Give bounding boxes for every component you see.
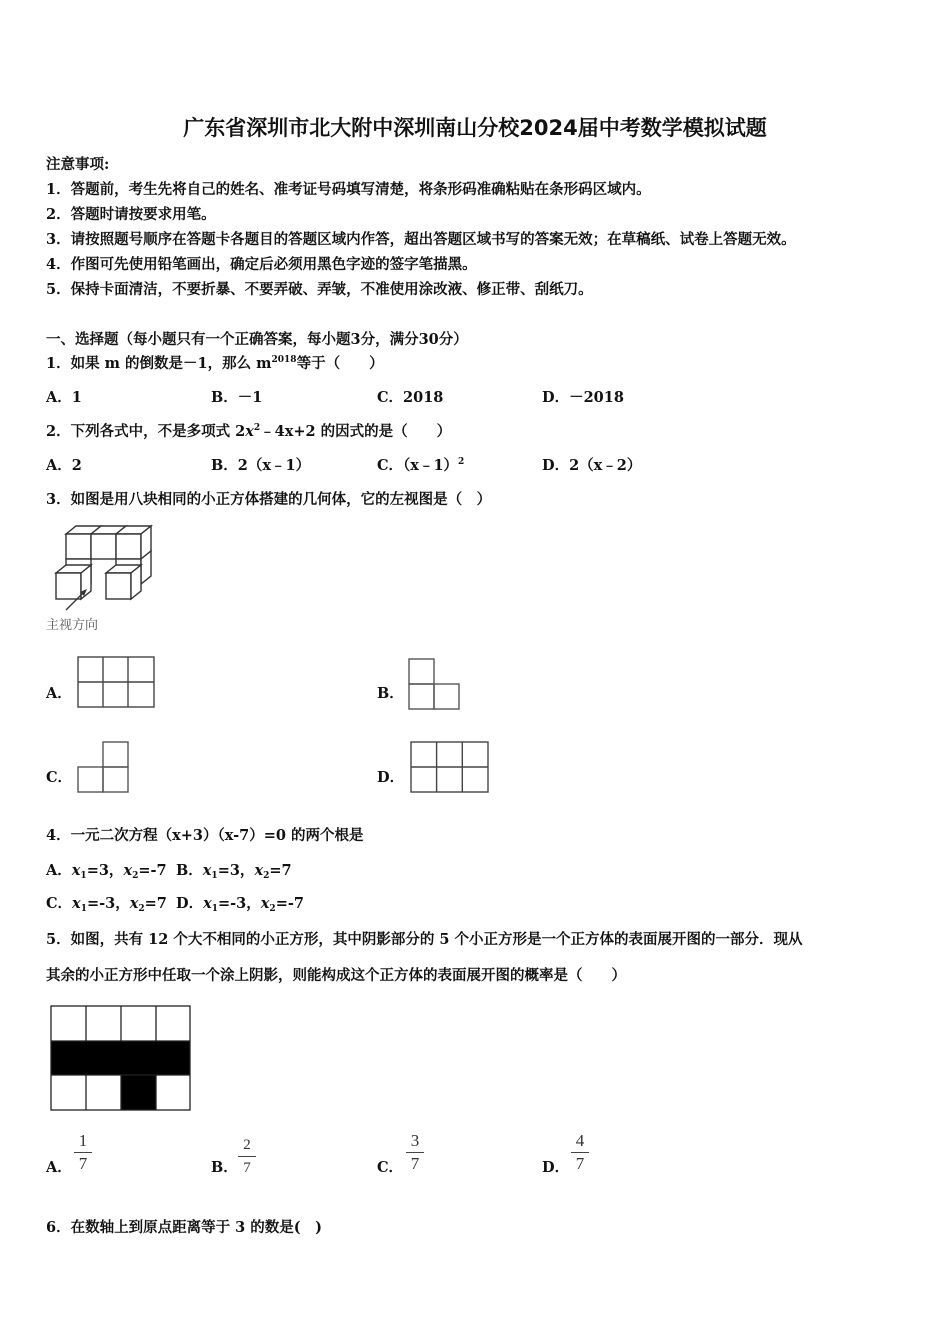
q4-c-sub1: 1 <box>80 904 87 914</box>
q2-option-d[interactable]: D．2（x﹣2） <box>542 457 642 474</box>
q5-option-c[interactable]: C． <box>377 1159 404 1176</box>
q5-fraction-a <box>74 1131 92 1174</box>
q2-option-c-exponent: 2 <box>458 457 465 467</box>
q3-option-b-figure <box>408 658 462 712</box>
notice-item: 3．请按照题号顺序在答题卡各题目的答题区域内作答，超出答题区域书写的答案无效；在草稿纸、试卷上答题无效。 <box>46 231 796 248</box>
q2-option-c-body: （x﹣1） <box>403 457 459 474</box>
q4-d-x1: x <box>203 895 212 912</box>
section-heading: 一、选择题（每小题只有一个正确答案，每小题3分，满分30分） <box>46 331 468 348</box>
q3-option-d-figure <box>410 741 490 793</box>
q5-a-denominator: 7 <box>78 1154 88 1173</box>
q5-fraction-b <box>238 1135 256 1178</box>
q4-a-v1: =3， <box>86 862 124 879</box>
q5-c-denominator: 7 <box>410 1154 420 1173</box>
q2-option-c[interactable] <box>377 454 464 475</box>
q5-fraction-c <box>406 1131 424 1174</box>
q4-a-x2: x <box>123 862 133 879</box>
page-title: 广东省深圳市北大附中深圳南山分校2024届中考数学模拟试题 <box>183 116 767 140</box>
q2-exponent: 2 <box>253 423 261 433</box>
q2-stem: 2．下列各式中，不是多项式 2 <box>46 423 246 440</box>
question-5-line-1: 5．如图，共有 12 个大不相同的小正方形，其中阴影部分的 5 个小正方形是一个正方体的表面展开图的一部分．现从 <box>46 931 803 948</box>
q4-c-x2: x <box>129 895 139 912</box>
question-6: 6．在数轴上到原点距离等于 3 的数是( ) <box>46 1219 322 1236</box>
q3-view-direction-caption: 主视方向 <box>46 618 99 633</box>
q4-b-sub1: 1 <box>211 871 218 881</box>
q4-option-d[interactable] <box>176 892 304 914</box>
q1-exponent: 2018 <box>271 355 297 365</box>
q4-d-v1: =-3， <box>218 895 261 912</box>
q5-c-numerator: 3 <box>410 1131 420 1150</box>
q5-b-denominator: 7 <box>243 1160 251 1176</box>
q5-fraction-d <box>571 1131 589 1174</box>
q4-b-sub2: 2 <box>263 871 270 881</box>
q4-option-a-label: A． <box>46 862 72 879</box>
q3-solid-figure <box>44 526 159 611</box>
q3-option-a-figure <box>77 656 155 708</box>
q4-option-b-label: B． <box>176 862 203 879</box>
q4-option-d-label: D． <box>176 895 204 912</box>
q3-option-c[interactable]: C． <box>46 769 73 786</box>
q4-d-sub2: 2 <box>269 904 276 914</box>
q4-a-sub2: 2 <box>132 871 139 881</box>
q1-option-d[interactable]: D．－2018 <box>542 389 624 406</box>
q4-b-v1: =3， <box>217 862 255 879</box>
q4-a-v2: =-7 <box>138 862 167 879</box>
q4-option-a[interactable] <box>46 859 167 881</box>
q2-option-a[interactable]: A．2 <box>46 457 82 474</box>
q4-a-x1: x <box>71 862 81 879</box>
q4-c-v2: =7 <box>144 895 167 912</box>
notice-item: 1．答题前，考生先将自己的姓名、准考证号码填写清楚，将条形码准确粘贴在条形码区域内。 <box>46 181 651 198</box>
q4-d-x2: x <box>260 895 270 912</box>
notice-item: 2．答题时请按要求用笔。 <box>46 206 216 223</box>
q5-b-numerator: 2 <box>243 1137 251 1153</box>
q4-option-c-label: C． <box>46 895 73 912</box>
q3-option-a[interactable]: A． <box>46 685 72 702</box>
q4-b-x1: x <box>202 862 212 879</box>
q2-option-c-label: C． <box>377 457 404 474</box>
q5-option-d[interactable]: D． <box>542 1159 570 1176</box>
fraction-bar <box>571 1152 589 1153</box>
q5-option-b[interactable]: B． <box>211 1159 238 1176</box>
q1-stem: 1．如果 m 的倒数是－1，那么 m <box>46 355 272 372</box>
q4-a-sub1: 1 <box>80 871 87 881</box>
q5-grid-figure <box>50 1005 192 1111</box>
q3-option-c-figure <box>77 741 131 795</box>
q4-c-v1: =-3， <box>86 895 130 912</box>
q1-option-a[interactable]: A．1 <box>46 389 82 406</box>
q3-option-b[interactable]: B． <box>377 685 404 702</box>
q4-b-x2: x <box>254 862 264 879</box>
q2-option-b[interactable]: B．2（x﹣1） <box>211 457 311 474</box>
question-5-line-2: 其余的小正方形中任取一个涂上阴影，则能构成这个正方体的表面展开图的概率是（ ） <box>46 967 626 984</box>
q5-d-numerator: 4 <box>575 1131 585 1150</box>
q4-d-sub1: 1 <box>211 904 218 914</box>
q4-d-v2: =-7 <box>275 895 304 912</box>
q4-c-sub2: 2 <box>138 904 145 914</box>
q5-option-a[interactable]: A． <box>46 1159 72 1176</box>
q1-stem-end: 等于（ ） <box>296 355 384 372</box>
q1-option-b[interactable]: B．－1 <box>211 389 263 406</box>
notice-heading: 注意事项: <box>46 156 110 173</box>
q2-stem-end: ﹣4x+2 的因式的是（ ） <box>260 423 452 440</box>
question-4: 4．一元二次方程（x+3）（x-7）=0 的两个根是 <box>46 827 364 844</box>
q1-option-c[interactable]: C．2018 <box>377 389 444 406</box>
q5-a-numerator: 1 <box>78 1131 88 1150</box>
q4-option-c[interactable] <box>46 892 167 914</box>
q4-c-x1: x <box>72 895 81 912</box>
fraction-bar <box>238 1156 256 1157</box>
notice-item: 4．作图可先使用铅笔画出，确定后必须用黑色字迹的签字笔描黑。 <box>46 256 477 273</box>
fraction-bar <box>74 1152 92 1153</box>
q2-variable: x <box>245 423 254 440</box>
notice-item: 5．保持卡面清洁，不要折暴、不要弄破、弄皱，不准使用涂改液、修正带、刮纸刀。 <box>46 281 593 298</box>
fraction-bar <box>406 1152 424 1153</box>
question-3: 3．如图是用八块相同的小正方体搭建的几何体，它的左视图是（ ） <box>46 491 492 508</box>
q4-b-v2: =7 <box>269 862 292 879</box>
question-1 <box>46 352 384 373</box>
q5-d-denominator: 7 <box>575 1154 585 1173</box>
q4-option-b[interactable] <box>176 859 292 881</box>
q3-option-d[interactable]: D． <box>377 769 405 786</box>
question-2 <box>46 420 451 441</box>
